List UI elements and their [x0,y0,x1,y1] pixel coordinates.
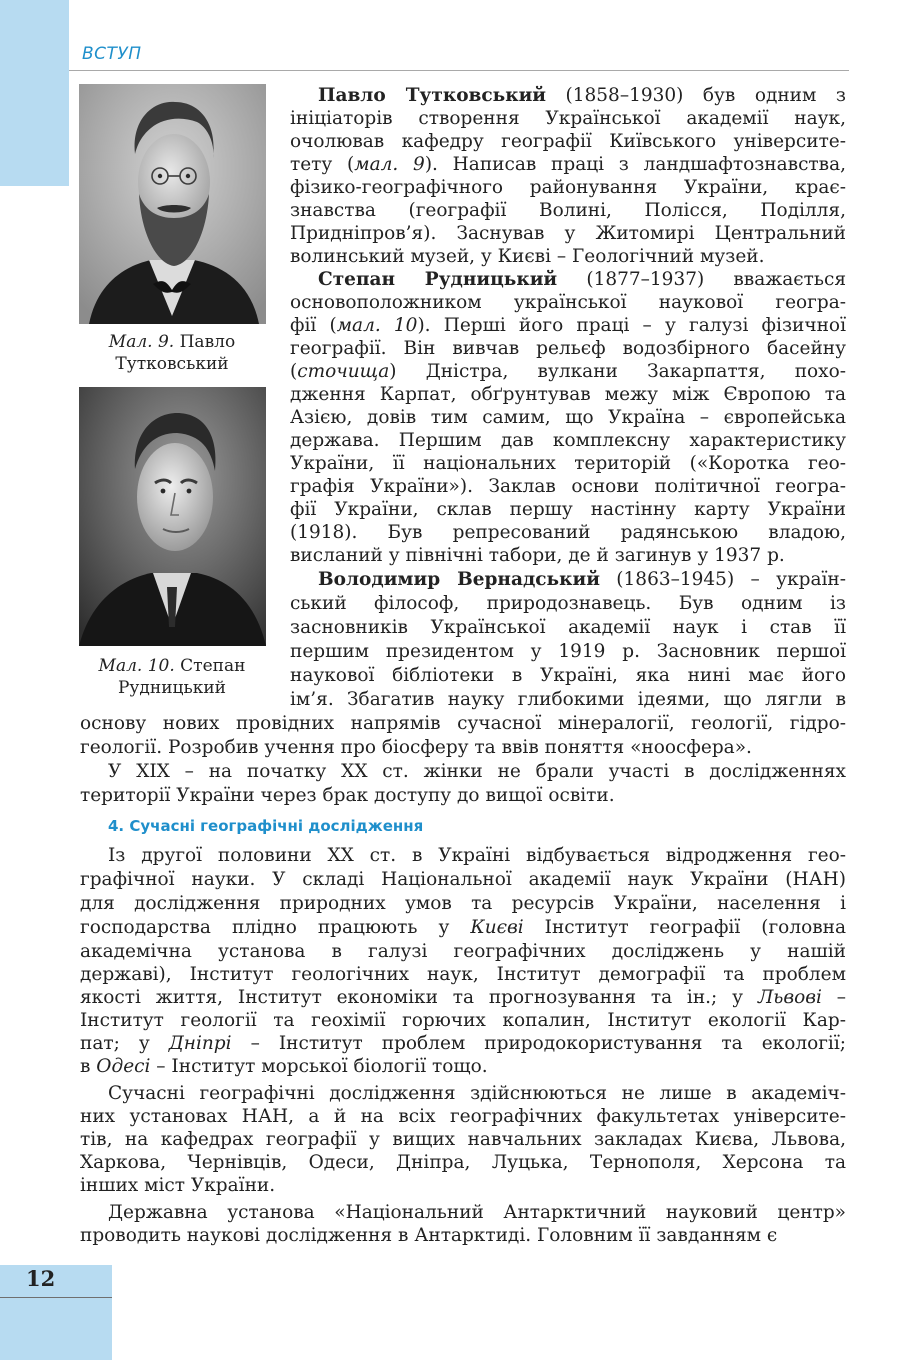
text-line [290,616,846,640]
text-segment: фії України, склав першу настінну карту України [290,499,846,520]
text-line [290,245,846,269]
text-line [290,664,846,688]
text-segment: ). Написав праці з ландшафтознавства, [424,154,846,175]
text-segment: – Інститут проблем природокористування та екології; [231,1033,846,1054]
text-line [80,1224,846,1248]
text-segment: України, її національних територій («Коротка гео- [290,453,846,474]
text-segment: основоположником української наукової геогра- [290,292,846,313]
text-segment: висланий у північні табори, де й загинув у 1937 р. [290,545,785,566]
emphasis-text: Одесі [96,1056,151,1077]
figure-10-caption-line2: Рудницький [117,678,227,698]
text-segment: пат; у [80,1033,169,1054]
section-label: ВСТУП [82,44,142,64]
text-segment: проводить наукові дослідження в Антарктиді. Головним її завданням є [80,1225,778,1246]
text-segment: географії. Він вивчав рельєф водозбірного басейну [290,338,846,359]
text-line [290,268,874,292]
text-segment: ініціаторів створення Української академії наук, [290,108,846,129]
text-segment: графічної науки. У складі Національної академії наук України (НАН) [80,869,846,890]
text-line [290,688,846,712]
text-segment: волинський музей, у Києві – Геологічний музей. [290,246,765,267]
text-segment: наукової бібліотеки в Україні, яка нині має його [290,665,846,686]
text-line [290,568,874,592]
text-segment: основу нових провідних напрямів сучасної мінералогії, геології, гідро- [80,713,846,734]
text-segment: якості життя, Інститут економіки та прогнозування та ін.; у [80,987,758,1008]
text-line [80,916,846,940]
text-line [290,406,846,430]
text-segment: господарства плідно працюють у [80,917,471,938]
person-name: Степан Рудницький [318,269,558,290]
text-line [290,222,846,246]
text-segment: академічна установа в галузі географічних досліджень у нашій [80,941,846,962]
text-line [80,940,846,964]
text-line [290,592,846,616]
figure-9-caption-line2: Тутковський [115,354,229,374]
text-segment: державі), Інститут геологічних наук, Інститут демографії та проблем [80,964,846,985]
text-line [80,1105,846,1129]
text-segment: ) Дністра, вулкани Закарпаття, похо- [389,361,846,382]
page-number: 12 [26,1266,56,1291]
emphasis-text: сточища [297,361,390,382]
text-line [80,760,874,784]
text-segment: знавства (географії Волині, Полісся, Поділля, [290,200,846,221]
text-line [80,986,846,1010]
text-line [290,153,846,177]
text-segment: тету ( [290,154,355,175]
text-line [80,844,874,868]
text-line [290,429,846,453]
text-segment: (1877–1937) вважається [557,269,846,290]
text-segment: ). Перші його праці – у галузі фізичної [417,315,846,336]
text-segment: них установах НАН, а й на всіх географічних факультетах університе- [80,1106,846,1127]
text-segment: засновників Української академії наук і став її [290,617,846,638]
text-line [80,784,846,808]
text-line [290,314,846,338]
text-segment: – [821,987,846,1008]
text-line [290,521,846,545]
text-line [290,452,846,476]
text-segment: території України через брак доступу до вищої освіти. [80,785,615,806]
text-line [80,1009,846,1033]
figure-9-caption [72,331,272,375]
margin-color-band-top [0,0,69,186]
text-line [290,498,846,522]
text-line [80,1082,874,1106]
text-segment: – Інститут морської біології тощо. [150,1056,488,1077]
text-line [80,1128,846,1152]
text-segment: дження Карпат, обґрунтував межу між Європою та [290,384,846,405]
emphasis-text: мал. 10 [336,315,418,336]
text-line [80,1201,874,1225]
text-line [290,383,846,407]
text-segment: Сучасні географічні дослідження здійснюються не лише в академіч- [108,1083,846,1104]
text-segment: в [80,1056,97,1077]
text-segment: У XIX – на початку XX ст. жінки не брали участі в дослідженнях [108,761,846,782]
figure-9-label: Мал. 9. [108,332,175,352]
text-line [80,1151,846,1175]
text-line [80,868,846,892]
text-segment: першим президентом у 1919 р. Засновник першої [290,641,846,662]
figure-9-caption-line1: Павло [179,332,236,352]
text-segment: геології. Розробив учення про біосферу та ввів поняття «ноосфера». [80,737,752,758]
person-name: Павло Тутковський [318,85,547,106]
text-segment: Азією, довів тим самим, що Україна – європейська [290,407,846,428]
text-segment: держава. Першим дав комплексну характеристику [290,430,846,451]
text-line [80,892,846,916]
text-line [80,1174,846,1198]
text-segment: фізико-географічного районування України, крає- [290,177,846,198]
text-segment: (1863–1945) – україн- [599,569,847,590]
emphasis-text: Дніпрі [168,1033,232,1054]
header-rule [69,70,849,71]
text-segment: Харкова, Чернівців, Одеси, Дніпра, Луцька, Тернополя, Херсона та [80,1152,846,1173]
figure-10-label: Мал. 10. [98,656,175,676]
text-segment: тів, на кафедрах географії у вищих навчальних закладах Києва, Львова, [80,1129,846,1150]
text-line [290,475,846,499]
text-segment: інших міст України. [80,1175,276,1196]
text-segment: (1918). Був репресований радянською владою, [290,522,846,543]
text-line [80,1032,846,1056]
person-name: Володимир Вернадський [318,569,600,590]
text-segment: Державна установа «Національний Антарктичний науковий центр» [108,1202,846,1223]
emphasis-text: Львові [757,987,822,1008]
margin-color-band-bottom [0,1265,112,1360]
text-line [290,640,846,664]
emphasis-text: мал. 9 [354,154,425,175]
text-line [290,130,846,154]
text-segment: ( [290,361,298,382]
text-line [80,712,846,736]
text-segment: ський філософ, природознавець. Був одним із [290,593,846,614]
footer-rule [0,1297,112,1298]
text-line [290,84,874,108]
section-subheading: 4. Сучасні географічні дослідження [108,817,424,835]
text-line [80,736,846,760]
text-segment: Придніпров’я). Заснував у Житомирі Центральний [290,223,846,244]
text-line [80,963,846,987]
text-segment: фії ( [290,315,337,336]
portrait-tutkovsky-photo [79,84,266,324]
emphasis-text: Києві [470,917,524,938]
text-segment: ім’я. Збагатив науку глибокими ідеями, що лягли в [290,689,846,710]
text-line [290,176,846,200]
text-line [290,544,846,568]
text-segment: очолював кафедру географії Київського університе- [290,131,846,152]
text-line [290,337,846,361]
portrait-rudnytsky-photo [79,387,266,646]
figure-10-caption-line1: Степан [180,656,246,676]
text-segment: Інститут географії (головна [523,917,846,938]
text-line [290,199,846,223]
figure-10-caption [72,655,272,699]
text-segment: (1858–1930) був одним з [546,85,846,106]
text-line [290,360,846,384]
text-line [290,107,846,131]
text-segment: графія України»). Заклав основи політичної геогра- [290,476,846,497]
text-segment: Із другої половини XX ст. в Україні відбувається відродження гео- [108,845,846,866]
text-segment: Інститут геології та геохімії горючих копалин, Інститут екології Кар- [80,1010,846,1031]
text-line [80,1055,846,1079]
text-line [290,291,846,315]
text-segment: для дослідження природних умов та ресурсів України, населення і [80,893,846,914]
